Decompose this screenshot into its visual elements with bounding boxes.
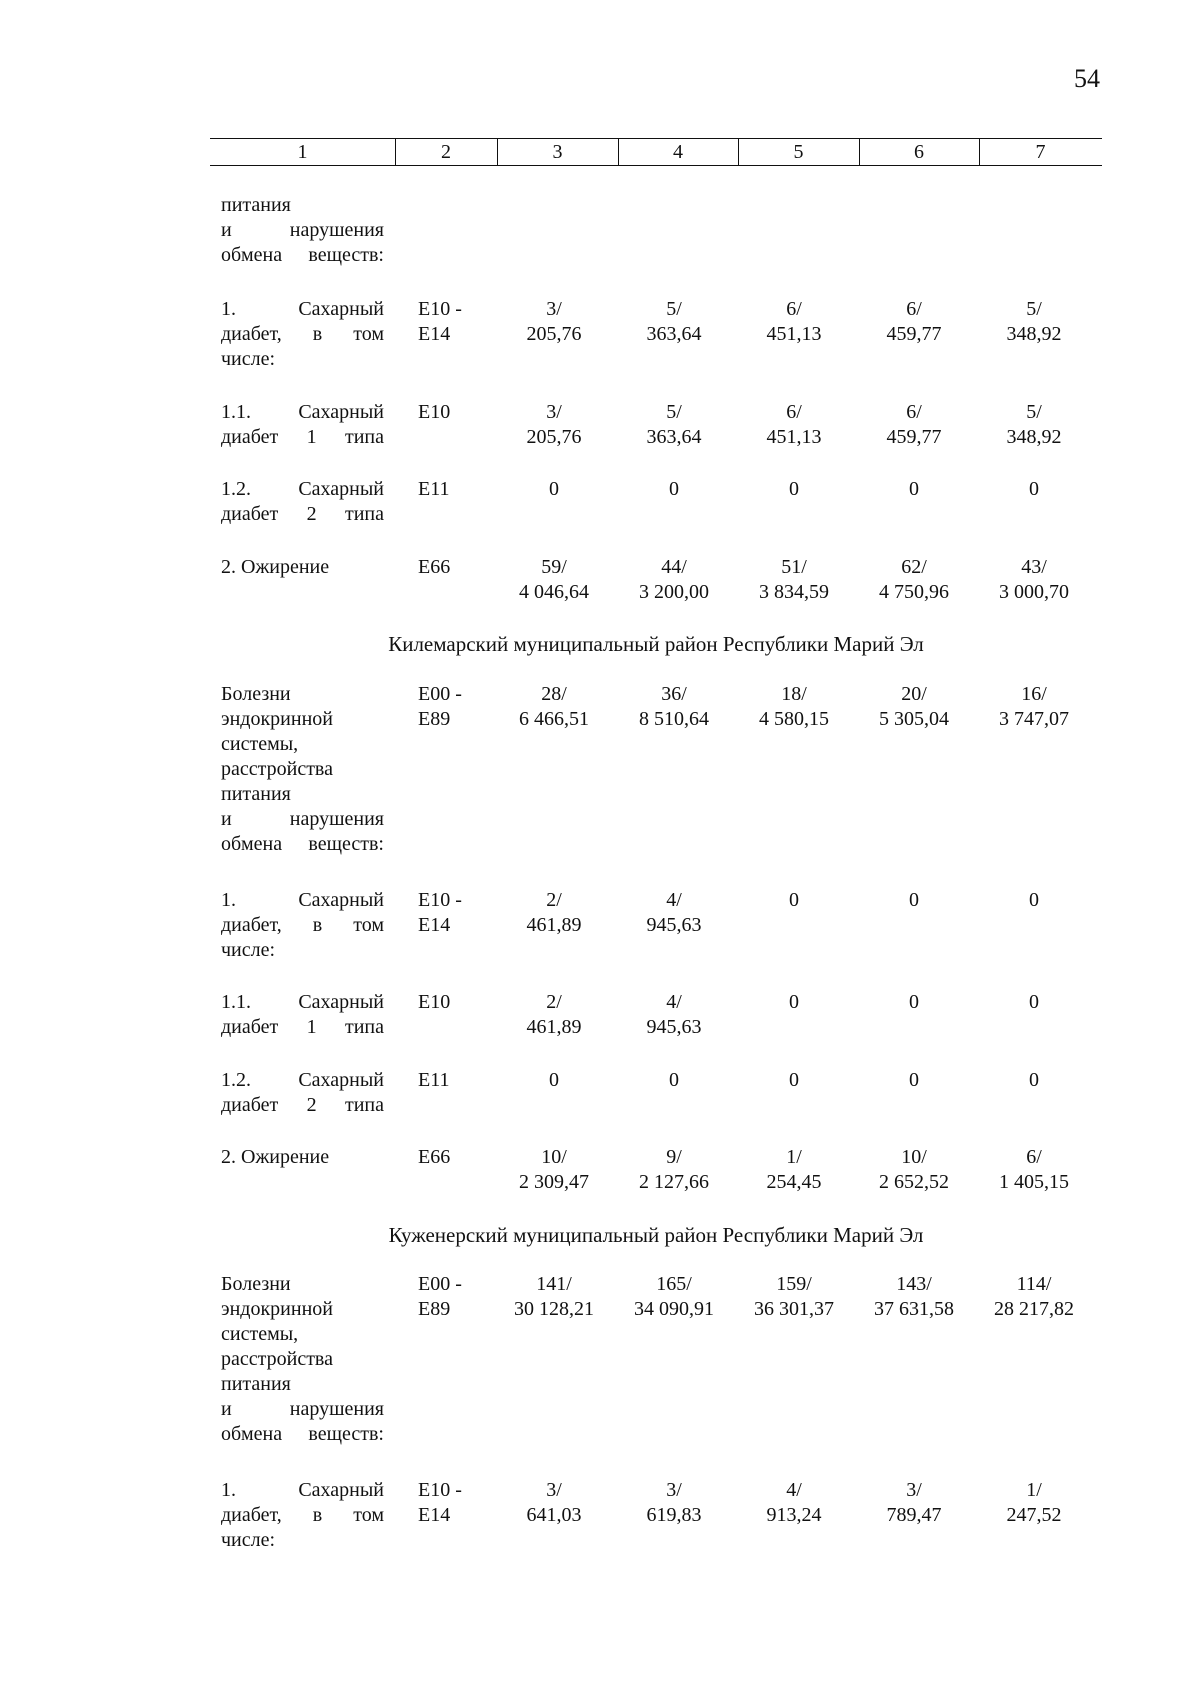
cell-line: 4 750,96 (879, 581, 949, 603)
cell-line: 451,13 (766, 323, 822, 345)
code-line: E14 (418, 323, 451, 345)
cell-line: 5/ (1026, 298, 1042, 320)
row-label (221, 297, 384, 372)
row-label (221, 477, 384, 527)
cell-col-6 (854, 400, 974, 450)
label-line: 1.2. Сахарный (221, 1069, 384, 1091)
row-code (418, 477, 498, 502)
cell-line: 451,13 (766, 426, 822, 448)
label-line: обмена веществ: (221, 833, 384, 855)
cell-line: 6/ (786, 298, 802, 320)
cell-line: 789,47 (886, 1504, 942, 1526)
cell-line: 459,77 (886, 426, 942, 448)
cell-col-3 (494, 400, 614, 450)
cell-line: 114/ (1016, 1273, 1052, 1295)
cell-col-5 (734, 400, 854, 450)
code-line: E14 (418, 914, 451, 936)
cell-line: 3 200,00 (639, 581, 709, 603)
label-line: числе: (221, 1529, 276, 1551)
cell-col-6: 0 (909, 889, 919, 911)
cell-col-3 (494, 1272, 614, 1322)
section-title: Куженерский муниципальный район Республики Марий Эл (388, 1223, 924, 1247)
cell-line: 3 000,70 (999, 581, 1069, 603)
label-line: диабет 1 типа (221, 426, 384, 448)
cell-col-4: 0 (669, 478, 679, 500)
label-line: Болезни (221, 683, 291, 705)
cell-col-6 (854, 682, 974, 732)
cell-line: 4 580,15 (759, 708, 829, 730)
header-col-7: 7 (1035, 141, 1046, 163)
label-line: диабет 2 типа (221, 1094, 384, 1116)
cell-col-6 (854, 1272, 974, 1322)
row-code (418, 1478, 498, 1528)
cell-col-3: 0 (549, 1069, 559, 1091)
cell-line: 62/ (901, 556, 927, 578)
code-line: E10 - (418, 889, 462, 911)
cell-line: 34 090,91 (634, 1298, 714, 1320)
cell-line: 6/ (906, 401, 922, 423)
cell-col-3 (494, 555, 614, 605)
row-code (418, 1145, 498, 1170)
row-label (221, 400, 384, 450)
label-line: питания (221, 783, 291, 805)
cell-line: 5 305,04 (879, 708, 949, 730)
cell-line: 2/ (546, 991, 562, 1013)
cell-col-4 (614, 555, 734, 605)
cell-line: 59/ (541, 556, 567, 578)
cell-col-3 (494, 297, 614, 347)
code-line: E00 - (418, 1273, 462, 1295)
cell-col-6 (854, 297, 974, 347)
cell-line: 28 217,82 (994, 1298, 1074, 1320)
table-header (210, 138, 1102, 166)
cell-line: 9/ (666, 1146, 682, 1168)
cell-col-6 (854, 555, 974, 605)
row-code (418, 888, 498, 938)
cell-line: 3/ (546, 401, 562, 423)
cell-line: 37 631,58 (874, 1298, 954, 1320)
cell-line: 4/ (786, 1479, 802, 1501)
cell-col-6 (854, 1145, 974, 1195)
cell-line: 36/ (661, 683, 687, 705)
cell-line: 4/ (666, 889, 682, 911)
cell-col-7: 0 (1029, 1069, 1039, 1091)
cell-col-3 (494, 888, 614, 938)
label-line: 1. Сахарный (221, 1479, 384, 1501)
cell-line: 205,76 (526, 323, 582, 345)
cell-line: 2 127,66 (639, 1171, 709, 1193)
cell-line: 3 747,07 (999, 708, 1069, 730)
cell-line: 1/ (786, 1146, 802, 1168)
label-line: обмена веществ: (221, 244, 384, 266)
cell-line: 641,03 (526, 1504, 582, 1526)
cell-line: 913,24 (766, 1504, 822, 1526)
cell-line: 3/ (666, 1479, 682, 1501)
row-label (221, 888, 384, 963)
cell-col-4 (614, 297, 734, 347)
cell-line: 2/ (546, 889, 562, 911)
cell-col-7: 0 (1029, 889, 1039, 911)
row-label (221, 555, 384, 580)
cell-line: 247,52 (1006, 1504, 1062, 1526)
cell-line: 348,92 (1006, 323, 1062, 345)
cell-line: 3/ (906, 1479, 922, 1501)
cell-line: 30 128,21 (514, 1298, 594, 1320)
cell-line: 159/ (776, 1273, 812, 1295)
cell-line: 5/ (666, 298, 682, 320)
row-code (418, 400, 498, 425)
cell-line: 8 510,64 (639, 708, 709, 730)
cell-col-5 (734, 682, 854, 732)
label-line: системы, (221, 733, 299, 755)
label-line: Болезни (221, 1273, 291, 1295)
row-code (418, 297, 498, 347)
cell-col-5: 0 (789, 1069, 799, 1091)
cell-line: 6/ (1026, 1146, 1042, 1168)
cell-line: 16/ (1021, 683, 1047, 705)
cell-line: 6 466,51 (519, 708, 589, 730)
code-line: E11 (418, 1069, 450, 1091)
row-code (418, 1272, 498, 1322)
label-line: диабет, в том (221, 1504, 384, 1526)
code-line: E10 (418, 991, 451, 1013)
label-line: диабет, в том (221, 914, 384, 936)
header-col-4: 4 (673, 141, 683, 163)
header-col-6: 6 (914, 141, 924, 163)
cell-col-5: 0 (789, 889, 799, 911)
cell-line: 363,64 (646, 323, 702, 345)
header-col-3: 3 (552, 141, 563, 163)
cell-col-7 (974, 1145, 1094, 1195)
row-code (418, 1068, 498, 1093)
label-line: 1. Сахарный (221, 889, 384, 911)
row-label (221, 990, 384, 1040)
cell-line: 165/ (656, 1273, 692, 1295)
cell-line: 363,64 (646, 426, 702, 448)
label-line: расстройства (221, 1348, 333, 1370)
label-line: диабет, в том (221, 323, 384, 345)
cell-col-7 (974, 297, 1094, 347)
cell-col-7 (974, 555, 1094, 605)
cell-col-3 (494, 1478, 614, 1528)
label-line: числе: (221, 939, 276, 961)
cell-col-6 (854, 1478, 974, 1528)
cell-col-7 (974, 1478, 1094, 1528)
cell-col-3 (494, 682, 614, 732)
code-line: E00 - (418, 683, 462, 705)
row-label (221, 1272, 384, 1447)
cell-col-4 (614, 1272, 734, 1322)
row-label (221, 193, 384, 268)
label-line: расстройства (221, 758, 333, 780)
label-line: 2. Ожирение (221, 556, 330, 578)
cell-line: 1/ (1026, 1479, 1042, 1501)
cell-line: 461,89 (526, 914, 582, 936)
cell-col-7 (974, 400, 1094, 450)
cell-line: 619,83 (646, 1504, 702, 1526)
cell-line: 5/ (1026, 401, 1042, 423)
header-col-1: 1 (297, 141, 308, 163)
cell-col-4 (614, 1478, 734, 1528)
row-code (418, 555, 498, 580)
cell-line: 51/ (781, 556, 807, 578)
cell-line: 945,63 (646, 1016, 702, 1038)
cell-line: 28/ (541, 683, 567, 705)
code-line: E10 (418, 401, 451, 423)
cell-line: 459,77 (886, 323, 942, 345)
cell-col-7: 0 (1029, 478, 1039, 500)
label-line: эндокринной (221, 708, 333, 730)
cell-col-7 (974, 1272, 1094, 1322)
code-line: E89 (418, 1298, 451, 1320)
cell-col-6: 0 (909, 991, 919, 1013)
cell-line: 44/ (661, 556, 687, 578)
cell-line: 348,92 (1006, 426, 1062, 448)
cell-line: 254,45 (766, 1171, 822, 1193)
cell-col-4 (614, 990, 734, 1040)
cell-line: 5/ (666, 401, 682, 423)
header-col-2: 2 (441, 141, 451, 163)
cell-col-3 (494, 990, 614, 1040)
label-line: 1.2. Сахарный (221, 478, 384, 500)
label-line: системы, (221, 1323, 299, 1345)
label-line: числе: (221, 348, 276, 370)
cell-col-4 (614, 400, 734, 450)
cell-line: 205,76 (526, 426, 582, 448)
cell-col-6: 0 (909, 478, 919, 500)
row-code (418, 990, 498, 1015)
cell-col-5 (734, 1145, 854, 1195)
cell-col-5 (734, 1478, 854, 1528)
cell-line: 4 046,64 (519, 581, 589, 603)
cell-line: 141/ (536, 1273, 572, 1295)
section-title: Килемарский муниципальный район Республики Марий Эл (388, 632, 924, 656)
cell-col-5: 0 (789, 991, 799, 1013)
label-line: 1.1. Сахарный (221, 991, 384, 1013)
code-line: E66 (418, 1146, 451, 1168)
code-line: E66 (418, 556, 451, 578)
row-label (221, 682, 384, 857)
label-line: 1.1. Сахарный (221, 401, 384, 423)
cell-line: 18/ (781, 683, 807, 705)
code-line: E14 (418, 1504, 451, 1526)
cell-line: 143/ (896, 1273, 932, 1295)
label-line: и нарушения (221, 808, 384, 830)
label-line: и нарушения (221, 219, 384, 241)
cell-line: 2 309,47 (519, 1171, 589, 1193)
cell-line: 461,89 (526, 1016, 582, 1038)
code-line: E11 (418, 478, 450, 500)
cell-line: 20/ (901, 683, 927, 705)
cell-col-7: 0 (1029, 991, 1039, 1013)
cell-line: 10/ (901, 1146, 927, 1168)
row-label (221, 1068, 384, 1118)
cell-col-5 (734, 297, 854, 347)
cell-line: 3/ (546, 298, 562, 320)
label-line: диабет 1 типа (221, 1016, 384, 1038)
label-line: 1. Сахарный (221, 298, 384, 320)
code-line: E10 - (418, 298, 462, 320)
label-line: эндокринной (221, 1298, 333, 1320)
cell-col-3: 0 (549, 478, 559, 500)
cell-line: 36 301,37 (754, 1298, 834, 1320)
cell-col-5 (734, 555, 854, 605)
label-line: 2. Ожирение (221, 1146, 330, 1168)
cell-line: 6/ (786, 401, 802, 423)
label-line: и нарушения (221, 1398, 384, 1420)
cell-line: 4/ (666, 991, 682, 1013)
code-line: E89 (418, 708, 451, 730)
code-line: E10 - (418, 1479, 462, 1501)
page-number: 54 (1074, 64, 1100, 93)
row-code (418, 682, 498, 732)
row-label (221, 1478, 384, 1553)
cell-col-4 (614, 1145, 734, 1195)
row-label (221, 1145, 384, 1170)
cell-col-6: 0 (909, 1069, 919, 1091)
label-line: питания (221, 1373, 291, 1395)
cell-col-7 (974, 682, 1094, 732)
cell-col-4 (614, 888, 734, 938)
label-line: питания (221, 194, 291, 216)
cell-col-5 (734, 1272, 854, 1322)
cell-line: 3/ (546, 1479, 562, 1501)
cell-line: 10/ (541, 1146, 567, 1168)
cell-line: 2 652,52 (879, 1171, 949, 1193)
label-line: диабет 2 типа (221, 503, 384, 525)
cell-line: 6/ (906, 298, 922, 320)
cell-col-5: 0 (789, 478, 799, 500)
cell-line: 1 405,15 (999, 1171, 1069, 1193)
cell-line: 3 834,59 (759, 581, 829, 603)
cell-col-4 (614, 682, 734, 732)
cell-line: 43/ (1021, 556, 1047, 578)
cell-col-3 (494, 1145, 614, 1195)
header-col-5: 5 (793, 141, 804, 163)
cell-col-4: 0 (669, 1069, 679, 1091)
cell-line: 945,63 (646, 914, 702, 936)
label-line: обмена веществ: (221, 1423, 384, 1445)
